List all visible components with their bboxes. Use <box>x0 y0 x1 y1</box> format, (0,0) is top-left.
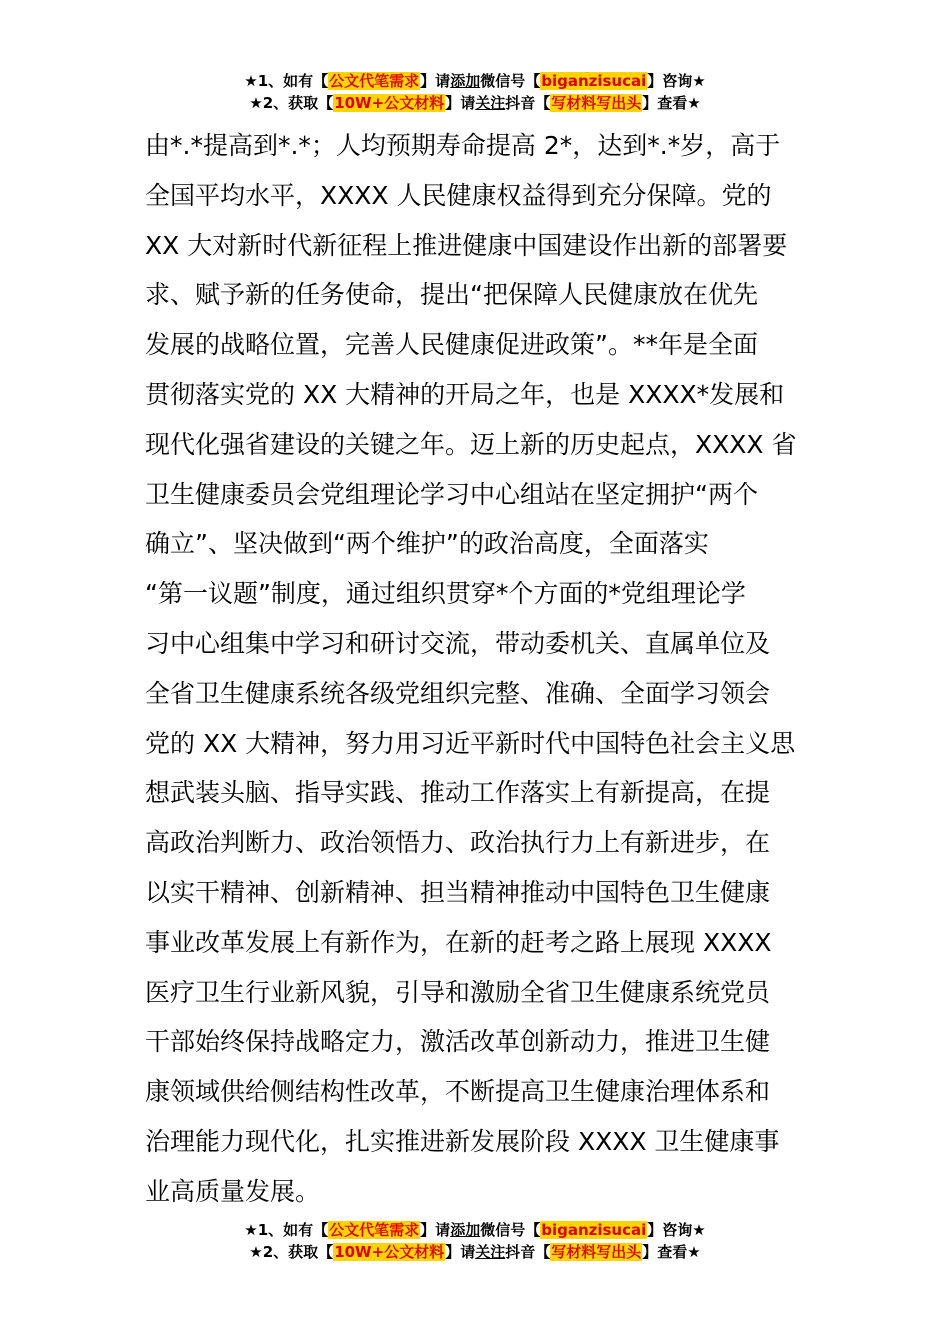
banner-highlight-douyin-account: 写材料写出头 <box>551 1243 642 1261</box>
body-line: 发展的战略位置，完善人民健康促进政策”。**年是全面 <box>145 330 758 360</box>
body-line: 求、赋予新的任务使命，提出“把保障人民健康放在优先 <box>145 280 758 310</box>
body-line: 由*.*提高到*.*；人均预期寿命提高 2*，达到*.*岁，高于 <box>145 131 781 160</box>
header-banner <box>0 70 950 114</box>
banner-line-2: ★2、获取【10W+公文材料】请关注抖音【写材料写出头】查看★ <box>249 1243 701 1261</box>
body-line: 贯彻落实党的 XX 大精神的开局之年，也是 XXXX*发展和 <box>145 379 785 409</box>
body-line: 想武装头脑、指导实践、推动工作落实上有新提高，在提 <box>145 778 771 808</box>
banner-line-2: ★2、获取【10W+公文材料】请关注抖音【写材料写出头】查看★ <box>249 94 701 112</box>
body-line: 以实干精神、创新精神、担当精神推动中国特色卫生健康 <box>145 877 771 907</box>
banner-line-1: ★1、如有【公文代笔需求】请添加微信号【biganzisucai】咨询★ <box>244 72 706 90</box>
body-line: 全省卫生健康系统各级党组织完整、准确、全面学习领会 <box>145 678 771 708</box>
body-line: 业高质量发展。 <box>145 1176 321 1206</box>
body-line: 确立”、坚决做到“两个维护”的政治高度，全面落实 <box>145 529 709 559</box>
banner-highlight-writing-service: 公文代笔需求 <box>329 1221 420 1239</box>
banner-highlight-wechat-id: biganzisucai <box>541 1221 647 1239</box>
banner-highlight-materials: 10W+公文材料 <box>334 1243 445 1261</box>
body-line: 党的 XX 大精神，努力用习近平新时代中国特色社会主义思 <box>145 728 796 758</box>
body-line: XX 大对新时代新征程上推进健康中国建设作出新的部署要 <box>145 230 788 260</box>
document-body <box>145 121 825 1217</box>
body-line: 习中心组集中学习和研讨交流，带动委机关、直属单位及 <box>145 628 771 658</box>
body-line: 医疗卫生行业新风貌，引导和激励全省卫生健康系统党员 <box>145 977 771 1007</box>
body-line: 事业改革发展上有新作为，在新的赶考之路上展现 XXXX <box>145 927 772 957</box>
banner-highlight-wechat-id: biganzisucai <box>541 72 647 90</box>
banner-highlight-writing-service: 公文代笔需求 <box>329 72 420 90</box>
body-line: 全国平均水平，XXXX 人民健康权益得到充分保障。党的 <box>145 180 772 210</box>
footer-banner <box>0 1219 950 1263</box>
body-line: 干部始终保持战略定力，激活改革创新动力，推进卫生健 <box>145 1027 771 1057</box>
banner-highlight-douyin-account: 写材料写出头 <box>551 94 642 112</box>
banner-line-1: ★1、如有【公文代笔需求】请添加微信号【biganzisucai】咨询★ <box>244 1221 706 1239</box>
body-line: 卫生健康委员会党组理论学习中心组站在坚定拥护“两个 <box>145 479 758 509</box>
body-line: 康领域供给侧结构性改革，不断提高卫生健康治理体系和 <box>145 1077 771 1107</box>
banner-highlight-materials: 10W+公文材料 <box>334 94 445 112</box>
body-line: 治理能力现代化，扎实推进新发展阶段 XXXX 卫生健康事 <box>145 1126 780 1156</box>
body-line: 现代化强省建设的关键之年。迈上新的历史起点，XXXX 省 <box>145 429 797 459</box>
body-line: 高政治判断力、政治领悟力、政治执行力上有新进步，在 <box>145 828 771 858</box>
body-line: “第一议题”制度，通过组织贯穿*个方面的*党组理论学 <box>145 579 746 609</box>
